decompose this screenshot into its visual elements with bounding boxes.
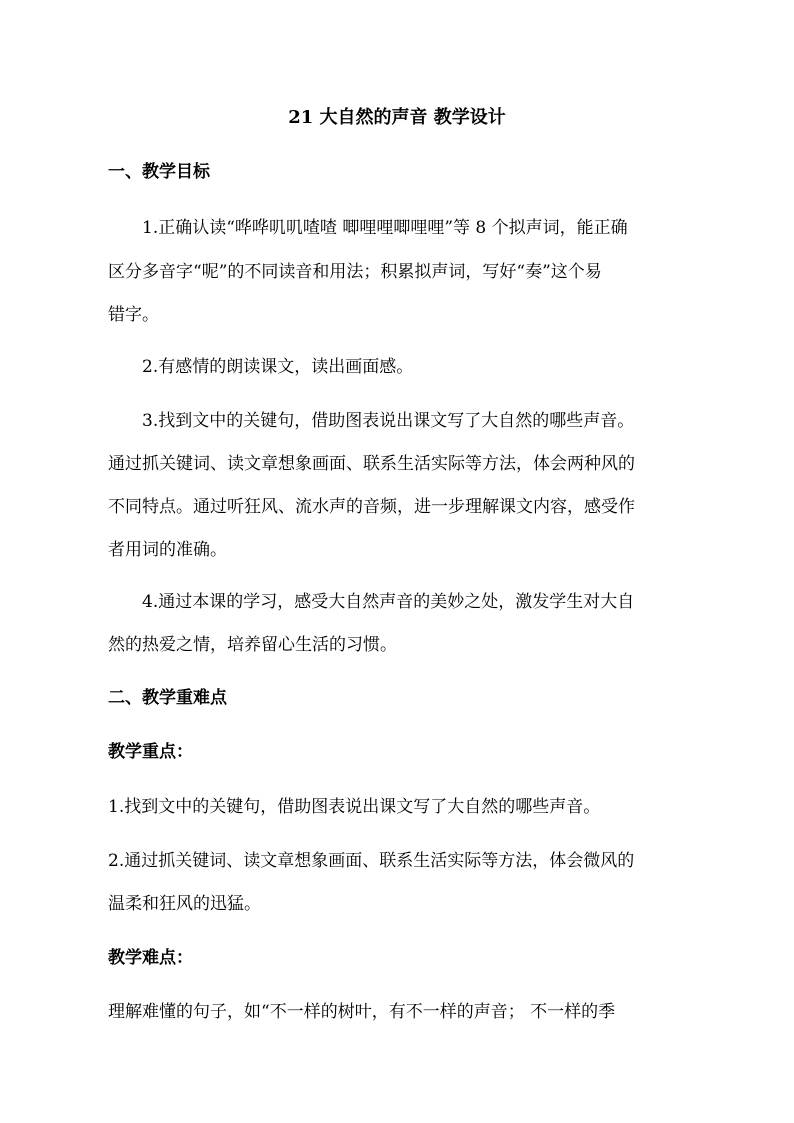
goal-4-line-2: 然的热爱之情，培养留心生活的习惯。 <box>108 635 397 655</box>
focus-heading: 教学重点： <box>108 742 193 762</box>
focus-2-line-2: 温柔和狂风的迅猛。 <box>108 894 261 914</box>
goal-3-line-2: 通过抓关键词、读文章想象画面、联系生活实际等方法，体会两种风的 <box>108 454 635 474</box>
focus-2-line-1: 2.通过抓关键词、读文章想象画面、联系生活实际等方法，体会微风的 <box>108 851 635 871</box>
section-heading-goals: 一、教学目标 <box>108 162 210 182</box>
focus-1-line-1: 1.找到文中的关键句，借助图表说出课文写了大自然的哪些声音。 <box>108 797 601 817</box>
goal-1-line-3: 错字。 <box>108 305 159 325</box>
goal-4-line-1: 4.通过本课的学习，感受大自然声音的美妙之处，激发学生对大自 <box>142 592 635 612</box>
goal-1-line-1: 1.正确认读“哗哗叽叽喳喳 唧哩哩唧哩哩”等 8 个拟声词，能正确 <box>142 218 628 238</box>
difficulty-heading: 教学难点： <box>108 948 193 968</box>
document-title: 21 大自然的声音 教学设计 <box>288 107 506 128</box>
goal-1-line-2: 区分多音字“呢”的不同读音和用法；积累拟声词，写好“奏”这个易 <box>108 262 602 282</box>
goal-3-line-3: 不同特点。通过听狂风、流水声的音频，进一步理解课文内容，感受作 <box>108 497 635 517</box>
section-heading-key-points: 二、教学重难点 <box>108 688 227 708</box>
goal-2-line-1: 2.有感情的朗读课文，读出画面感。 <box>142 357 414 377</box>
goal-3-line-4: 者用词的准确。 <box>108 540 227 560</box>
difficulty-line-1: 理解难懂的句子，如“不一样的树叶，有不一样的声音； 不一样的季 <box>108 1002 616 1022</box>
goal-3-line-1: 3.找到文中的关键句，借助图表说出课文写了大自然的哪些声音。 <box>142 411 635 431</box>
